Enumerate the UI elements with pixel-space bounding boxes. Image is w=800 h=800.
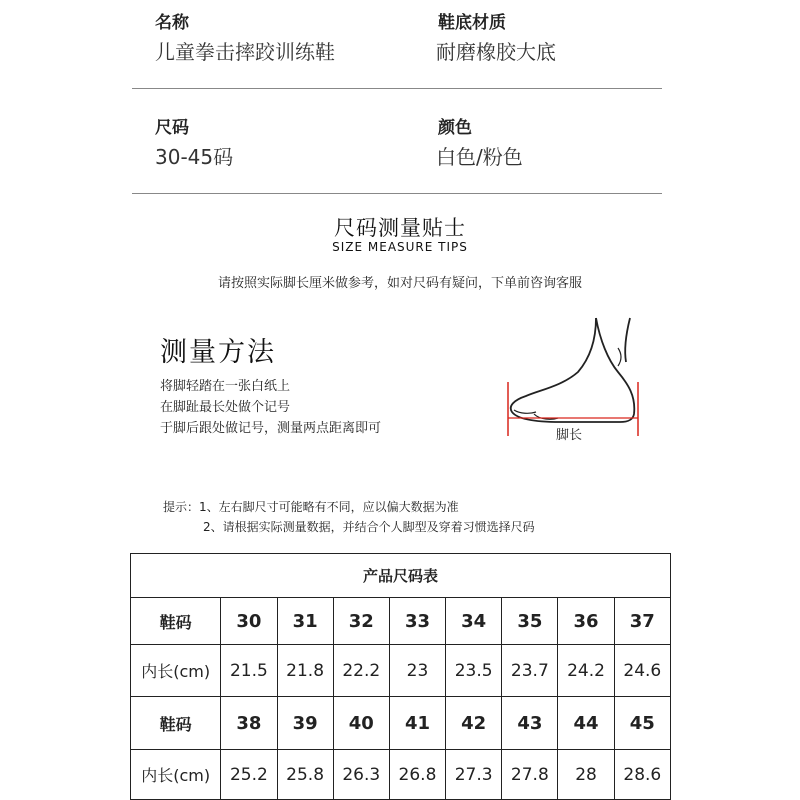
sole-value: 耐磨橡胶大底 bbox=[436, 40, 556, 64]
foot-heel-outline bbox=[596, 318, 634, 422]
length-cell: 26.3 bbox=[333, 750, 389, 800]
size-cell: 45 bbox=[614, 697, 670, 750]
size-cell: 41 bbox=[389, 697, 445, 750]
tips-title-cn: 尺码测量贴士 bbox=[334, 216, 466, 240]
length-cell: 21.5 bbox=[221, 645, 277, 697]
size-cell: 33 bbox=[389, 598, 445, 645]
size-value: 30-45码 bbox=[155, 145, 234, 169]
foot-length-label: 脚长 bbox=[556, 428, 583, 443]
size-table bbox=[130, 553, 671, 800]
method-step-3: 于脚后跟处做记号，测量两点距离即可 bbox=[160, 421, 382, 436]
tips-title-en: SIZE MEASURE TIPS bbox=[332, 240, 468, 254]
length-cell: 23.5 bbox=[446, 645, 502, 697]
size-cell: 32 bbox=[333, 598, 389, 645]
ankle-mark bbox=[618, 348, 621, 366]
size-label: 尺码 bbox=[155, 118, 189, 138]
toe-line bbox=[514, 410, 536, 413]
length-cell: 24.6 bbox=[614, 645, 670, 697]
length-cell: 28.6 bbox=[614, 750, 670, 800]
length-cell: 27.8 bbox=[502, 750, 558, 800]
size-cell: 44 bbox=[558, 697, 614, 750]
method-step-2: 在脚趾最长处做个记号 bbox=[160, 400, 291, 415]
tips-description: 请按照实际脚长厘米做参考，如对尺码有疑问，下单前咨询客服 bbox=[217, 276, 582, 291]
size-row bbox=[131, 598, 671, 645]
length-row bbox=[131, 750, 671, 800]
size-cell: 36 bbox=[558, 598, 614, 645]
table-title-row bbox=[131, 554, 671, 598]
size-cell: 31 bbox=[277, 598, 333, 645]
method-title: 测量方法 bbox=[160, 337, 276, 368]
size-cell: 39 bbox=[277, 697, 333, 750]
length-row bbox=[131, 645, 671, 697]
size-cell: 30 bbox=[221, 598, 277, 645]
name-value: 儿童拳击摔跤训练鞋 bbox=[155, 40, 335, 64]
length-cell: 23 bbox=[389, 645, 445, 697]
size-row-label: 鞋码 bbox=[131, 697, 221, 750]
foot-top-outline bbox=[511, 318, 620, 422]
length-cell: 25.2 bbox=[221, 750, 277, 800]
length-row-label: 内长(cm) bbox=[131, 645, 221, 697]
name-label: 名称 bbox=[155, 13, 189, 33]
note-line-2: 2、请根据实际测量数据，并结合个人脚型及穿着习惯选择尺码 bbox=[203, 520, 535, 534]
length-cell: 23.7 bbox=[502, 645, 558, 697]
method-steps bbox=[160, 376, 381, 439]
size-cell: 40 bbox=[333, 697, 389, 750]
length-cell: 26.8 bbox=[389, 750, 445, 800]
size-row bbox=[131, 697, 671, 750]
method-step-1: 将脚轻踏在一张白纸上 bbox=[160, 379, 291, 394]
length-row-label: 内长(cm) bbox=[131, 750, 221, 800]
length-cell: 25.8 bbox=[277, 750, 333, 800]
length-cell: 21.8 bbox=[277, 645, 333, 697]
size-cell: 34 bbox=[446, 598, 502, 645]
length-cell: 22.2 bbox=[333, 645, 389, 697]
size-row-label: 鞋码 bbox=[131, 598, 221, 645]
divider-1 bbox=[132, 88, 662, 89]
color-label: 颜色 bbox=[438, 118, 472, 138]
size-cell: 38 bbox=[221, 697, 277, 750]
table-title: 产品尺码表 bbox=[131, 554, 671, 598]
sole-label: 鞋底材质 bbox=[438, 13, 506, 33]
divider-2 bbox=[132, 193, 662, 194]
size-cell: 37 bbox=[614, 598, 670, 645]
leg-outline bbox=[625, 318, 630, 362]
note-line-1: 提示：1、左右脚尺寸可能略有不同，应以偏大数据为准 bbox=[163, 500, 459, 514]
size-cell: 35 bbox=[502, 598, 558, 645]
size-cell: 43 bbox=[502, 697, 558, 750]
length-cell: 28 bbox=[558, 750, 614, 800]
size-cell: 42 bbox=[446, 697, 502, 750]
color-value: 白色/粉色 bbox=[436, 145, 523, 169]
length-cell: 24.2 bbox=[558, 645, 614, 697]
length-cell: 27.3 bbox=[446, 750, 502, 800]
